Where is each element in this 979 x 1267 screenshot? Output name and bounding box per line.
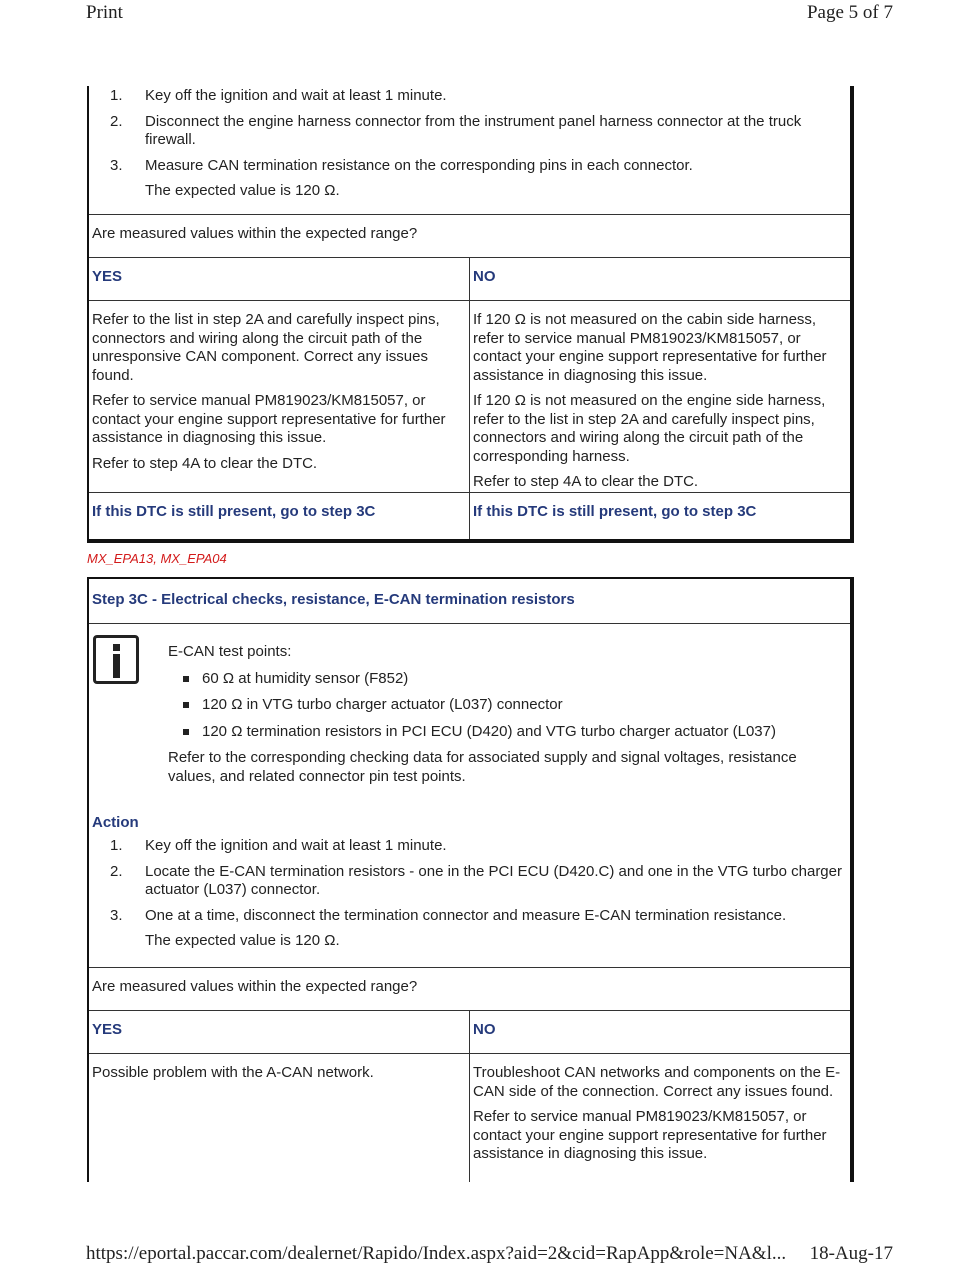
- step-item: 1. Key off the ignition and wait at least 1 minute.: [110, 837, 447, 854]
- step-item: 1. Key off the ignition and wait at least 1 minute.: [110, 87, 447, 104]
- list-item: 60 Ω at humidity sensor (F852): [168, 670, 848, 689]
- expected-value: The expected value is 120 Ω.: [145, 932, 340, 949]
- engine-tag: MX_EPA13, MX_EPA04: [87, 551, 227, 566]
- title-row: [89, 579, 850, 623]
- no-content: If 120 Ω is not measured on the cabin side harness, refer to service manual PM819023/KM815057, or contact your engine support representative for further assistance in diagnosing this issue. If 120 Ω is not measured on the engine side harness, refer to the list in step 2A and carefully inspect pins, connectors and wiring along the circuit path of the corresponding harness. Refer to step 4A to clear the DTC.: [469, 301, 850, 492]
- steps-row: [89, 86, 850, 214]
- step-item: 2. Locate the E-CAN termination resistors - one in the PCI ECU (D420.C) and one in the VTG turbo charger actuator (L037) connector.: [110, 862, 842, 898]
- step-list: [89, 86, 850, 201]
- question-row: [89, 214, 850, 257]
- question-row: [89, 967, 850, 1010]
- step-title: Step 3C - Electrical checks, resistance, E-CAN termination resistors: [92, 591, 575, 608]
- action-label: Action: [92, 814, 139, 831]
- step-3c-table: [87, 577, 854, 1182]
- expected-value: The expected value is 120 Ω.: [145, 182, 340, 199]
- header-print: Print: [86, 2, 123, 23]
- no-label: NO: [469, 258, 850, 300]
- no-label: NO: [469, 1011, 850, 1053]
- note-box: [168, 643, 848, 793]
- yes-label: YES: [92, 268, 123, 285]
- yes-no-header-row: [89, 1010, 850, 1053]
- yes-goto: If this DTC is still present, go to step 3C: [92, 503, 376, 520]
- note-refer: Refer to the corresponding checking data for associated supply and signal voltages, resistance values, and related connector pin test points.: [168, 749, 797, 785]
- step-item: 3. One at a time, disconnect the termination connector and measure E-CAN termination resistance.: [110, 906, 787, 924]
- yes-label: YES: [92, 1021, 123, 1038]
- list-item: 120 Ω in VTG turbo charger actuator (L037) connector: [168, 696, 848, 715]
- procedure-table-continued: [87, 86, 854, 543]
- note-intro: E-CAN test points:: [168, 643, 292, 660]
- question-text: Are measured values within the expected range?: [92, 225, 418, 242]
- yes-no-header-row: [89, 257, 850, 300]
- header-page-number: Page 5 of 7: [806, 2, 893, 23]
- yes-no-content-row: [89, 1053, 850, 1182]
- list-item: 120 Ω termination resistors in PCI ECU (D420) and VTG turbo charger actuator (L037): [168, 723, 848, 742]
- test-point-list: [168, 670, 848, 742]
- note-action-row: [89, 623, 850, 967]
- footer-date: 18-Aug-17: [809, 1243, 893, 1264]
- no-content: Troubleshoot CAN networks and components on the E-CAN side of the connection. Correct any issues found. Refer to service manual PM819023/KM815057, or contact your engine support representative for further assistance in diagnosing this issue.: [469, 1054, 850, 1182]
- goto-row: [89, 492, 850, 539]
- yes-content: Refer to the list in step 2A and carefully inspect pins, connectors and wiring along the circuit path of the unresponsive CAN component. Correct any issues found. Refer to service manual PM819023/KM815057, or contact your engine support representative for further assistance in diagnosing this issue. Refer to step 4A to clear the DTC.: [92, 311, 446, 472]
- yes-content: Possible problem with the A-CAN network.: [92, 1064, 374, 1081]
- step-item: 3. Measure CAN termination resistance on the corresponding pins in each connector.: [110, 156, 693, 174]
- step-list: [89, 837, 850, 958]
- question-text: Are measured values within the expected range?: [92, 978, 418, 995]
- step-item: 2. Disconnect the engine harness connector from the instrument panel harness connector at the truck firewall.: [110, 112, 802, 148]
- no-goto: If this DTC is still present, go to step 3C: [469, 493, 850, 539]
- info-icon: [93, 635, 139, 684]
- footer-url: https://eportal.paccar.com/dealernet/Rapido/Index.aspx?aid=2&cid=RapApp&role=NA&l...: [86, 1243, 787, 1264]
- yes-no-content-row: [89, 300, 850, 492]
